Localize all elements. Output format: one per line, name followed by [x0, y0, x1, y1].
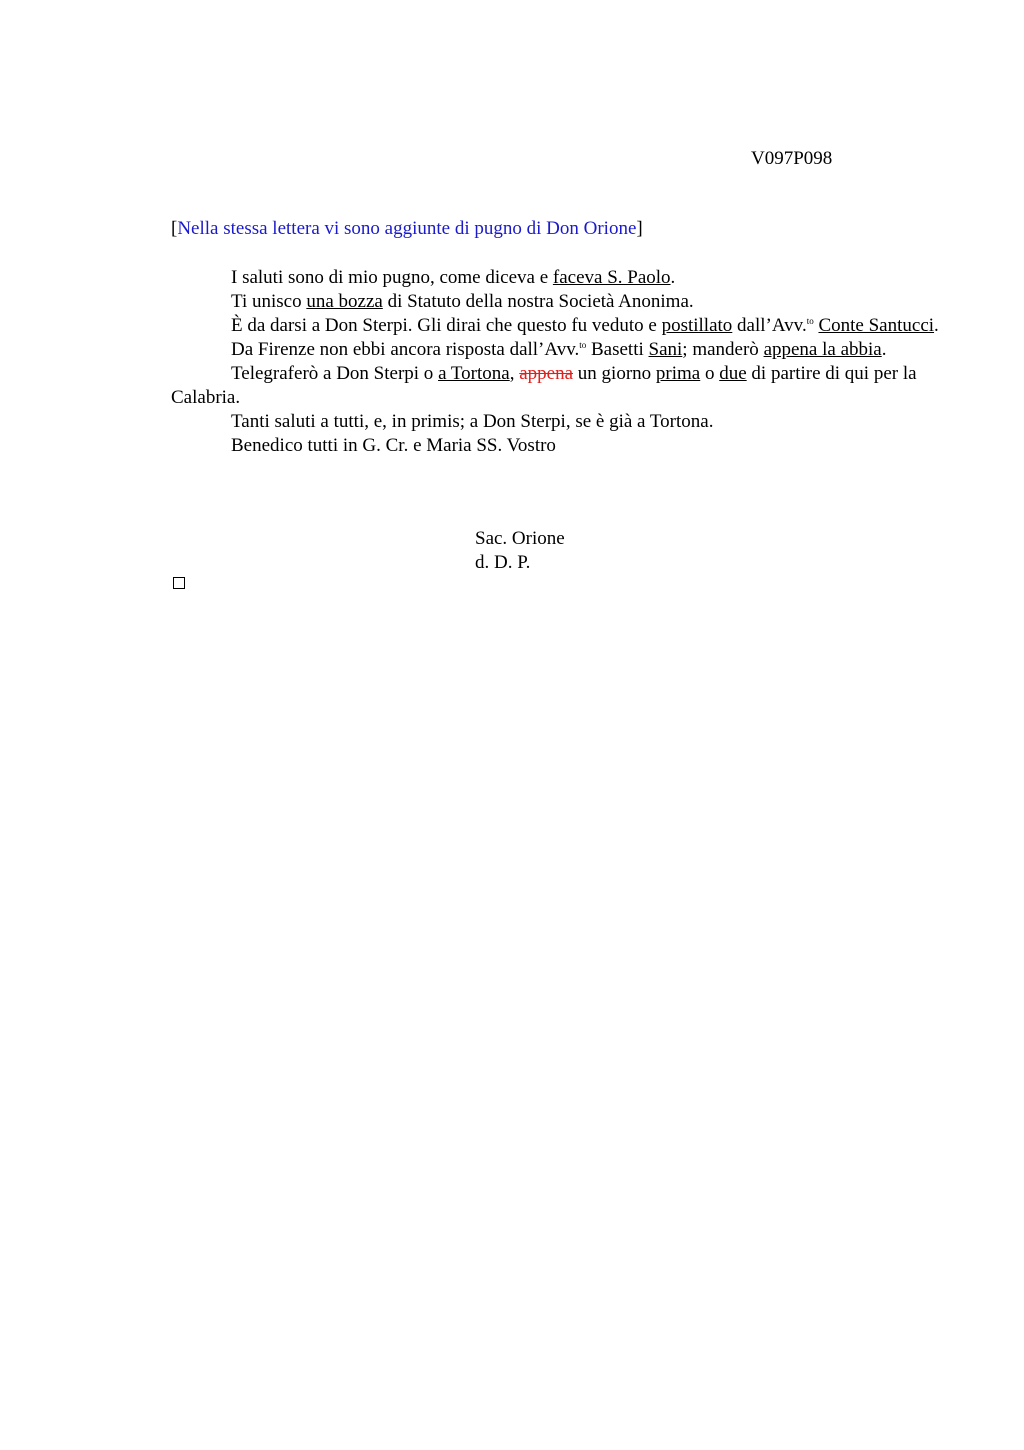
abbreviation-superscript: to	[806, 316, 814, 326]
underlined-text: appena la abbia	[763, 339, 882, 360]
underlined-text: una bozza	[306, 291, 383, 312]
signature-block	[475, 527, 565, 575]
letter-body	[171, 266, 941, 458]
paragraph-firenze	[171, 338, 941, 362]
abbreviation-superscript: to	[579, 340, 587, 350]
underlined-text: Conte Santucci	[818, 315, 935, 336]
document-id: V097P098	[751, 148, 833, 169]
text-run: Da Firenze non ebbi ancora risposta dall’Avv.	[231, 339, 580, 360]
signature-line-title: d. D. P.	[475, 552, 531, 573]
editorial-note	[171, 217, 643, 241]
text-run: Benedico tutti in G. Cr. e Maria SS. Vostro	[231, 435, 556, 456]
text-run: ,	[509, 363, 520, 384]
text-run: o	[700, 363, 720, 384]
text-run: Tanti saluti a tutti, e, in primis; a Don Sterpi, se è già a Tortona.	[231, 411, 714, 432]
text-run: I saluti sono di mio pugno, come diceva e	[231, 267, 553, 288]
text-run: .	[881, 339, 887, 360]
note-text: Nella stessa lettera vi sono aggiunte di pugno di Don Orione	[177, 218, 637, 239]
text-run: di Statuto della nostra Società Anonima.	[382, 291, 694, 312]
text-run: È da darsi a Don Sterpi. Gli dirai che questo fu veduto e	[231, 315, 662, 336]
underlined-text: prima	[655, 363, 701, 384]
text-run: Basetti	[586, 339, 649, 360]
text-run: Telegraferò a Don Sterpi o	[231, 363, 439, 384]
paragraph-statute-draft	[171, 290, 941, 314]
underlined-text: postillato	[661, 315, 733, 336]
text-run: .	[670, 267, 676, 288]
note-close-bracket: ]	[636, 218, 643, 239]
square-outline-icon	[173, 577, 185, 589]
underlined-text: due	[719, 363, 747, 384]
underlined-text: Sani	[648, 339, 683, 360]
signature-line-name: Sac. Orione	[475, 528, 565, 549]
text-run: un giorno	[573, 363, 656, 384]
underlined-text: a Tortona	[438, 363, 510, 384]
note-open-bracket: [	[171, 218, 178, 239]
paragraph-blessing	[171, 434, 941, 458]
deleted-text: appena	[519, 363, 574, 384]
paragraph-telegram	[171, 362, 941, 410]
text-run: dall’Avv.	[732, 315, 807, 336]
text-run: Ti unisco	[231, 291, 307, 312]
paragraph-don-sterpi	[171, 314, 941, 338]
paragraph-greetings	[171, 266, 941, 290]
paragraph-greetings-all	[171, 410, 941, 434]
text-run: .	[934, 315, 939, 336]
text-run: ; manderò	[682, 339, 764, 360]
text-run: di partire di qui per la Calabria.	[171, 363, 917, 408]
underlined-text: faceva S. Paolo	[552, 267, 671, 288]
